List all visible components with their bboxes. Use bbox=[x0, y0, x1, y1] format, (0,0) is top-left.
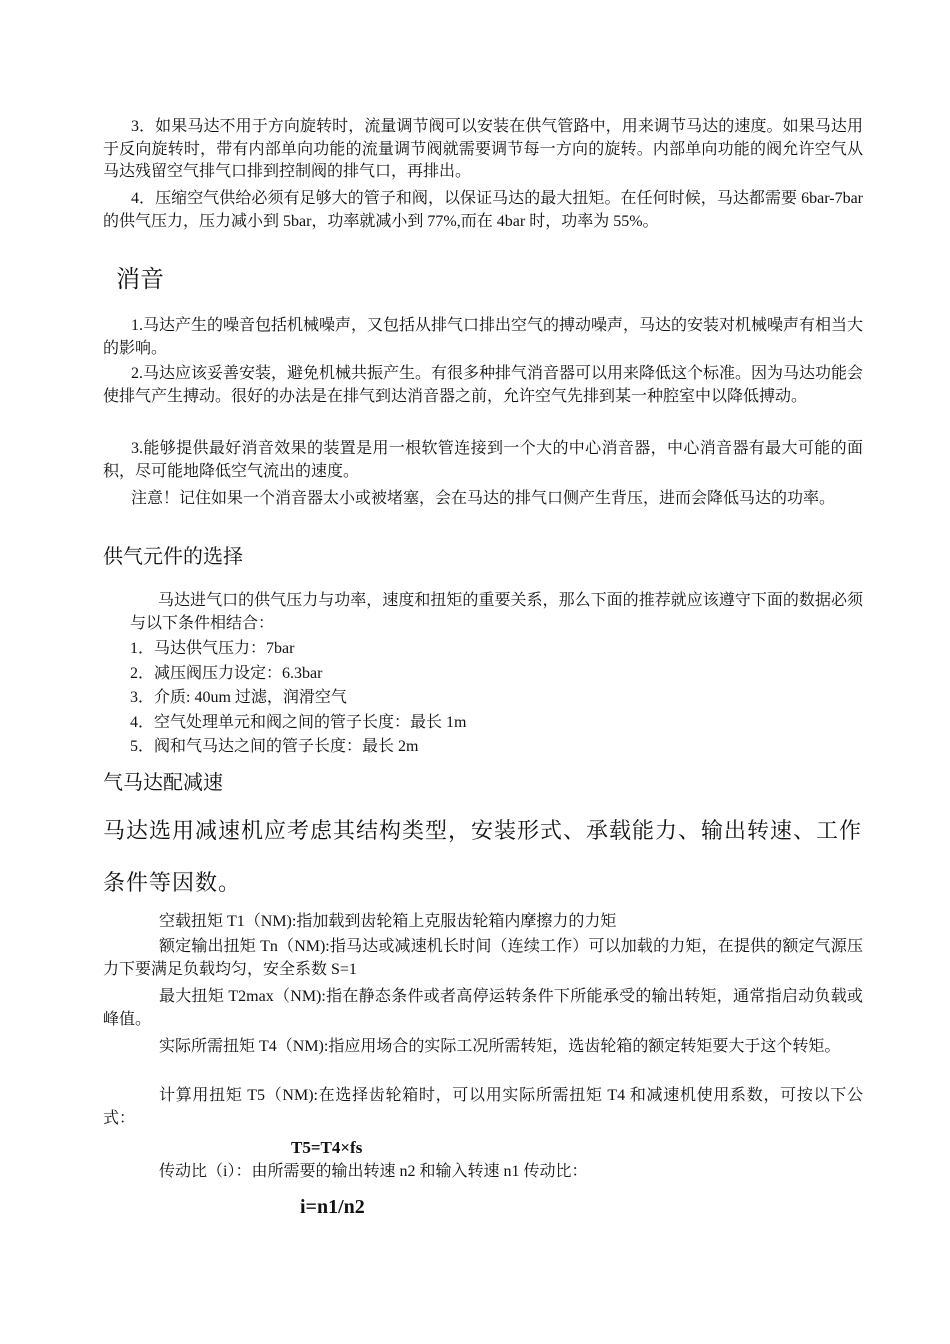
paragraph-silencer-2: 2.马达应该妥善安装，避免机械共振产生。有很多种排气消音器可以用来降低这个标准。因为马达功能会使排气产生搏动。很好的办法是在排气到达消音器之前，允许空气先排到某一种腔室中以降低搏动。 bbox=[103, 365, 864, 405]
paragraph-torque-t4: 实际所需扭矩 T4（NM):指应用场合的实际工况所需转矩，选齿轮箱的额定转矩要大于这个转矩。 bbox=[159, 1038, 841, 1055]
supply-conditions-list bbox=[130, 637, 466, 760]
list-item: 3．介质: 40um 过滤，润滑空气 bbox=[130, 689, 347, 706]
list-item: 2．减压阀压力设定：6.3bar bbox=[130, 664, 323, 682]
paragraph-reducer-summary: 马达选用减速机应考虑其结构类型，安装形式、承载能力、输出转速、工作条件等因数。 bbox=[103, 819, 863, 896]
paragraph-silencer-3: 3.能够提供最好消音效果的装置是用一根软管连接到一个大的中心消音器，中心消音器有最大可能的面积，尽可能地降低空气流出的速度。 bbox=[103, 440, 863, 480]
list-item: 1．马达供气压力：7bar bbox=[130, 640, 295, 657]
paragraph-torque-t2max: 最大扭矩 T2max（NM):指在静态条件或者高停运转条件下所能承受的输出转矩，通常指启动负载或峰值。 bbox=[103, 988, 863, 1028]
formula-t5: T5=T4×fs bbox=[291, 1138, 363, 1157]
paragraph-supply-intro: 马达进气口的供气压力与功率，速度和扭矩的重要关系，那么下面的推荐就应该遵守下面的数据必须与以下条件相结合： bbox=[130, 592, 863, 632]
paragraph-flow-valve: 3．如果马达不用于方向旋转时，流量调节阀可以安装在供气管路中，用来调节马达的速度。如果马达用于反向旋转时，带有内部单向功能的流量调节阀就需要调节每一方向的旋转。内部单向功能的阀允许空气从马达残留空气排气口排到控制阀的排气口，再排出。 bbox=[103, 118, 863, 180]
heading-silencer: 消音 bbox=[116, 265, 164, 293]
paragraph-torque-tn: 额定输出扭矩 Tn（NM):指马达或减速机长时间（连续工作）可以加载的力矩，在提供的额定气源压力下要满足负载均匀，安全系数 S=1 bbox=[103, 938, 863, 978]
paragraph-silencer-note: 注意！记住如果一个消音器太小或被堵塞，会在马达的排气口侧产生背压，进而会降低马达的功率。 bbox=[131, 490, 836, 507]
paragraph-ratio: 传动比（i）：由所需要的输出转速 n2 和输入转速 n1 传动比： bbox=[159, 1163, 588, 1180]
formula-ratio: i=n1/n2 bbox=[300, 1196, 365, 1218]
heading-supply-selection: 供气元件的选择 bbox=[103, 544, 243, 568]
paragraph-torque-t5: 计算用扭矩 T5（NM):在选择齿轮箱时，可以用实际所需扭矩 T4 和减速机使用系数，可按以下公式： bbox=[103, 1087, 863, 1127]
list-item: 5．阀和气马达之间的管子长度：最长 2m bbox=[130, 738, 419, 755]
heading-reducer: 气马达配减速 bbox=[103, 770, 223, 794]
paragraph-torque-t1: 空载扭矩 T1（NM):指加载到齿轮箱上克服齿轮箱内摩擦力的力矩 bbox=[159, 913, 617, 930]
paragraph-silencer-1: 1.马达产生的噪音包括机械噪声，又包括从排气口排出空气的搏动噪声，马达的安装对机械噪声有相当大的影响。 bbox=[103, 317, 864, 357]
list-item: 4．空气处理单元和阀之间的管子长度：最长 1m bbox=[130, 713, 467, 731]
paragraph-air-supply: 4．压缩空气供给必须有足够大的管子和阀，以保证马达的最大扭矩。在任何时候，马达都需要 6bar-7bar 的供气压力，压力减小到 5bar，功率就减小到 77%,而在 4bar 时，功率为 55%。 bbox=[103, 190, 863, 230]
